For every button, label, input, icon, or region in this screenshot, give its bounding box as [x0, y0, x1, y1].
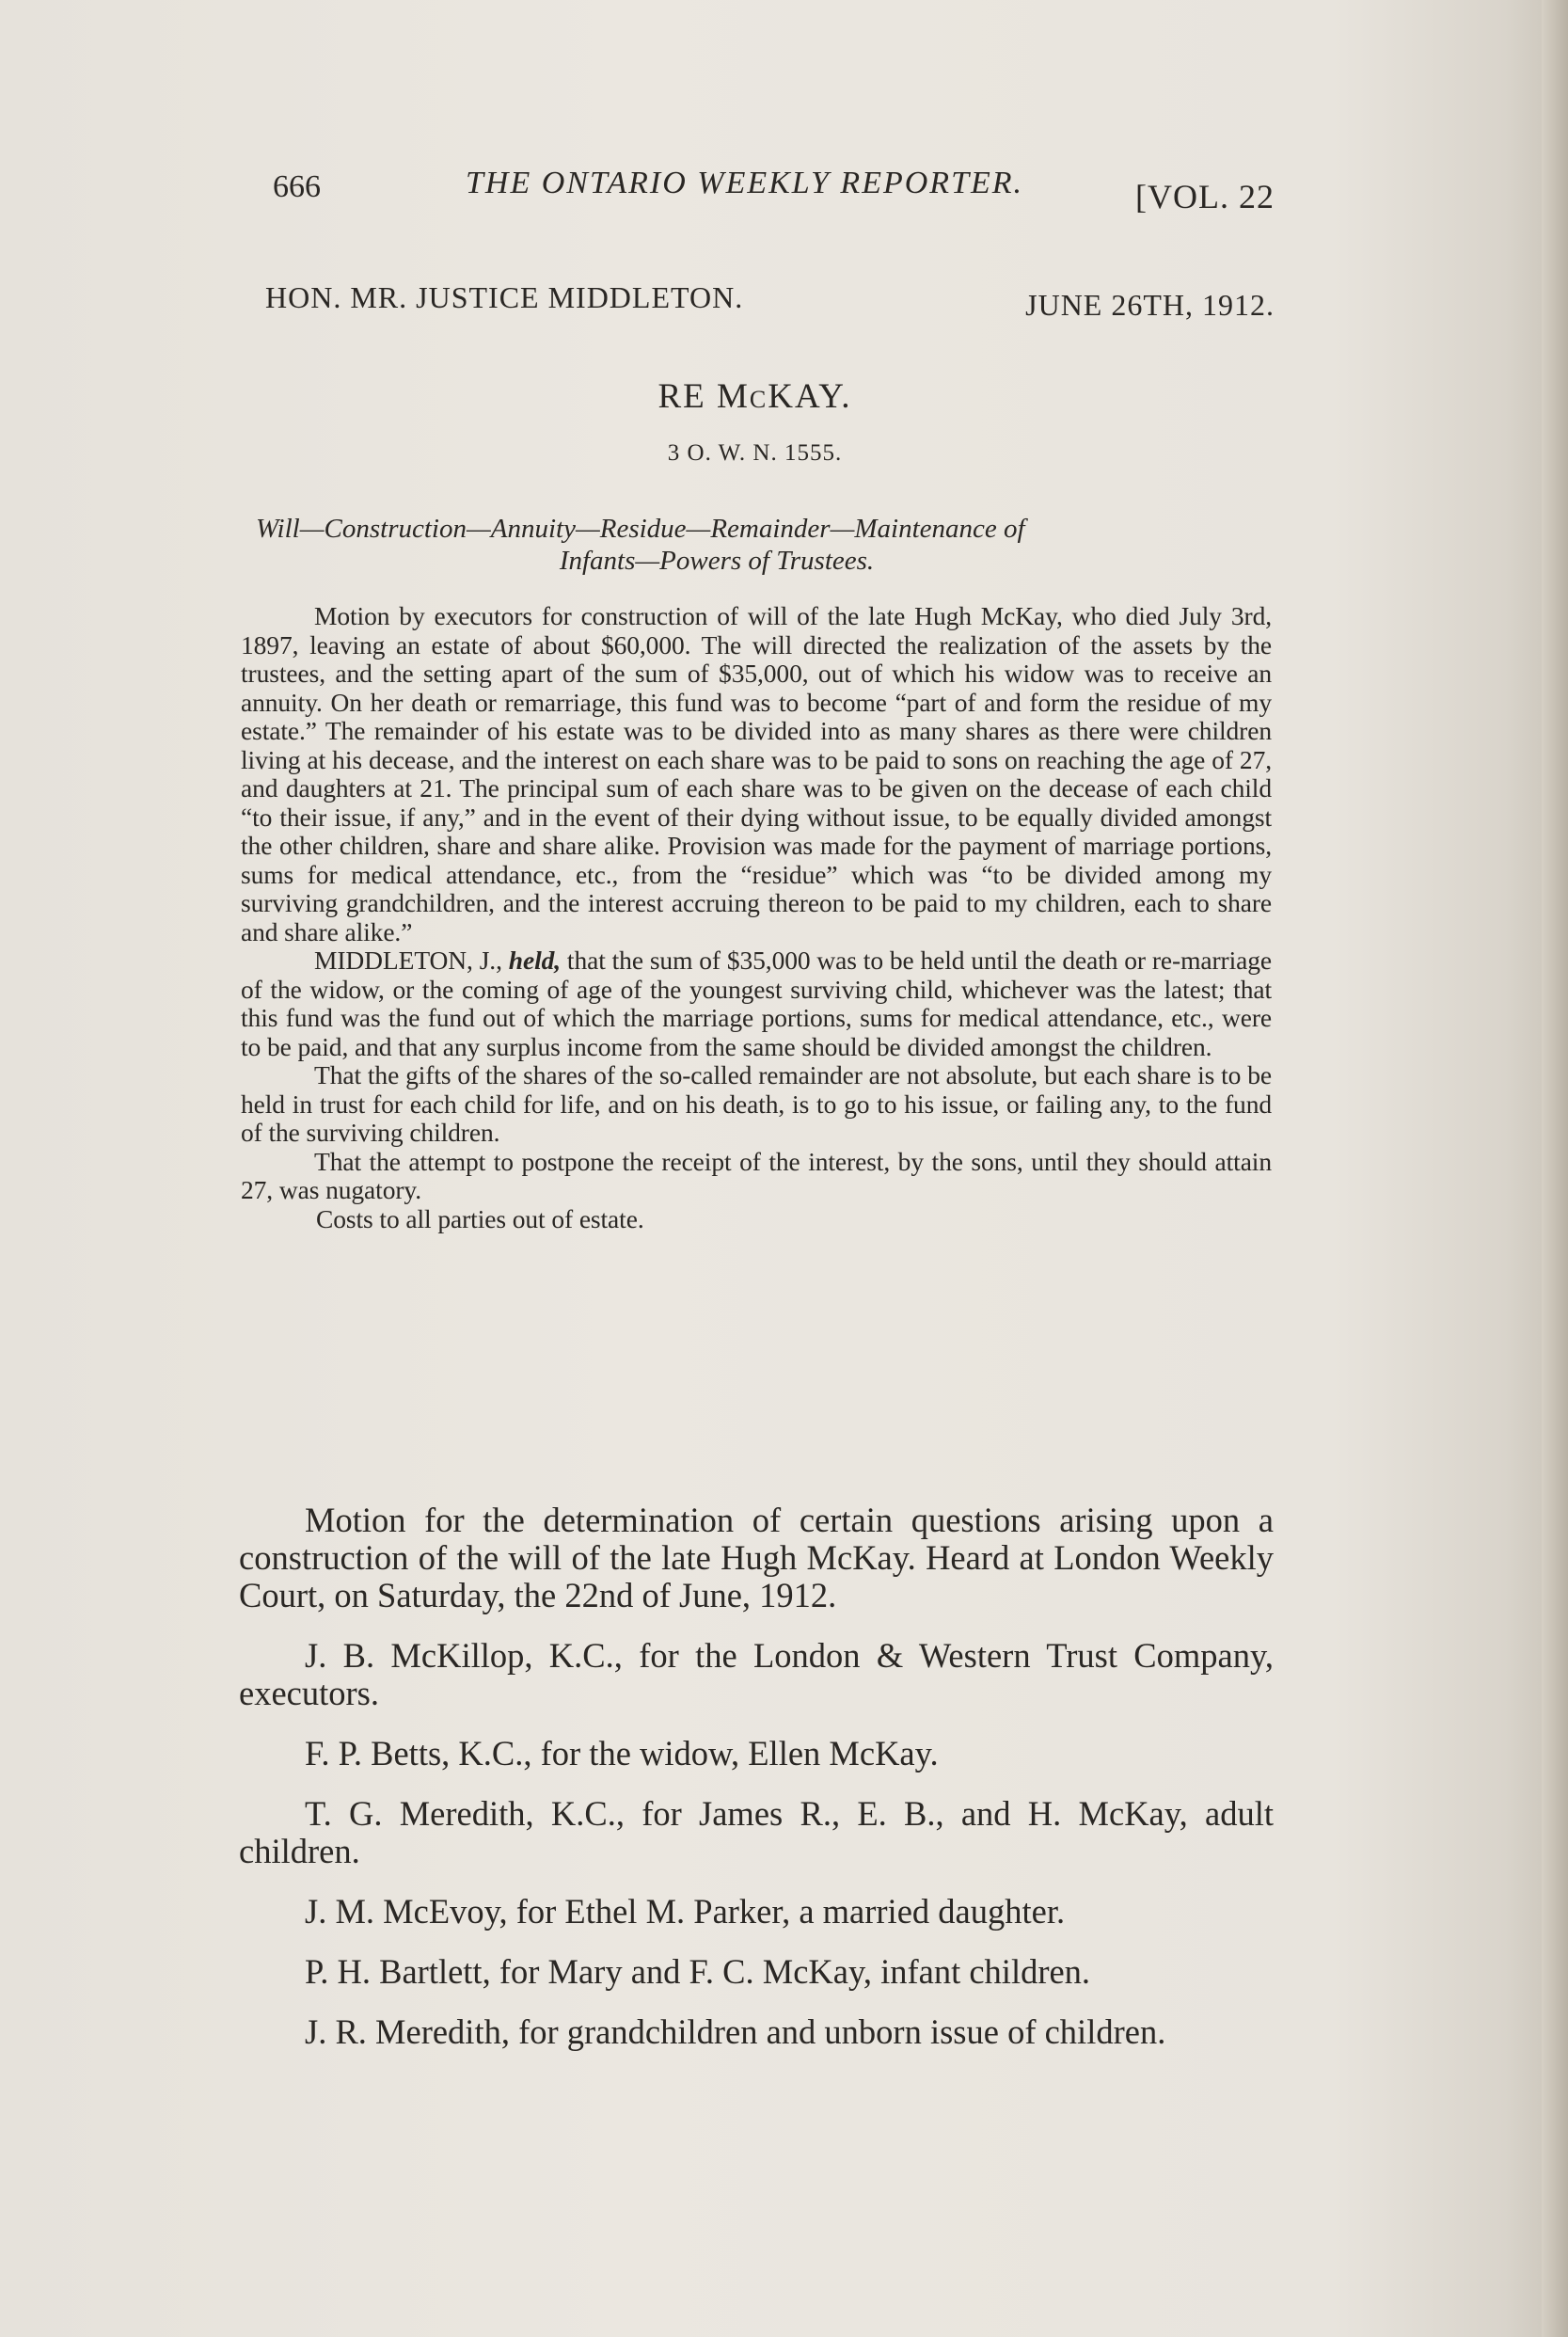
volume-label: [VOL. 22: [1135, 178, 1275, 215]
headnote-costs: Costs to all parties out of estate.: [316, 1203, 644, 1233]
holding-judge: MIDDLETON, J.,: [314, 946, 502, 975]
page-number: 666: [273, 169, 321, 204]
catchwords-line-1: Will—Construction—Annuity—Residue—Remainder—Maintenance of: [256, 514, 1025, 544]
body-text: [239, 1502, 1274, 2074]
running-head: [235, 162, 1275, 218]
case-title: RE McKAY.: [657, 377, 852, 416]
headnote-holding-2: That the gifts of the shares of the so-called remainder are not absolute, but each share is to be held in trust for each child for life, and on his death, is to go to his issue, or failing any, to the fund of the surviving children.: [241, 1060, 1272, 1147]
judge-name: HON. MR. JUSTICE MIDDLETON.: [265, 280, 744, 314]
headnote-facts: Motion by executors for construction of will of the late Hugh McKay, who died July 3rd, 1897, leaving an estate of about $60,000. The will directed the realization of the assets by the trustees, and the setting apart of the sum of $35,000, out of which his widow was to receive an annuity. On her death or remarriage, this fund was to become “part of and form the residue of my estate.” The remainder of his estate was to be divided into as many shares as there were children living at his decease, and the interest on each share was to be paid to sons on reaching the age of 27, and daughters at 21. The principal sum of each share was to be given on the decease of each child “to their issue, if any,” and in the event of their dying without issue, to be equally divided amongst the other children, share and share alike. Provision was made for the payment of marriage portions, sums for medical attendance, etc., from the “residue” which was “to be divided among my surviving grandchildren, and the interest accruing thereon to be paid to my children, each to share and share alike.”: [241, 601, 1272, 946]
counsel-paragraph: J. B. McKillop, K.C., for the London & Western Trust Company, executors.: [239, 1636, 1274, 1712]
catchwords-line-2: Infants—Powers of Trustees.: [559, 546, 875, 576]
headnote: [241, 602, 1272, 1233]
page-edge: [1542, 0, 1568, 2337]
holding-word: held,: [508, 946, 562, 975]
counsel-paragraph: P. H. Bartlett, for Mary and F. C. McKay, infant children.: [305, 1952, 1091, 1991]
case-citation: 3 O. W. N. 1555.: [667, 440, 843, 466]
headnote-holding: [241, 946, 1272, 1061]
counsel-paragraph: T. G. Meredith, K.C., for James R., E. B., and H. McKay, adult children.: [239, 1794, 1274, 1870]
counsel-paragraph: F. P. Betts, K.C., for the widow, Ellen McKay.: [305, 1734, 939, 1773]
motion-paragraph: Motion for the determination of certain questions arising upon a construction of the will of the late Hugh McKay. Heard at London Weekly Court, on Saturday, the 22nd of June, 1912.: [239, 1501, 1274, 1614]
judgment-date: JUNE 26TH, 1912.: [1025, 288, 1275, 322]
headnote-holding-3: That the attempt to postpone the receipt of the interest, by the sons, until they should attain 27, was nugatory.: [241, 1146, 1272, 1204]
catchwords: [256, 513, 1281, 577]
counsel-paragraph: J. M. McEvoy, for Ethel M. Parker, a married daughter.: [305, 1892, 1066, 1931]
holding-text: that the sum of $35,000 was to be held until the death or re-marriage of the widow, or the coming of age of the youngest surviving child, whichever was the latest; that this fund was the fund out of which the marriage portions, sums for medical attendance, etc., were to be paid, and that any surplus income from the same should be divided amongst the children.: [241, 946, 1272, 1061]
publication-title: THE ONTARIO WEEKLY REPORTER.: [466, 166, 1024, 200]
counsel-paragraph: J. R. Meredith, for grandchildren and unborn issue of children.: [305, 2012, 1166, 2051]
